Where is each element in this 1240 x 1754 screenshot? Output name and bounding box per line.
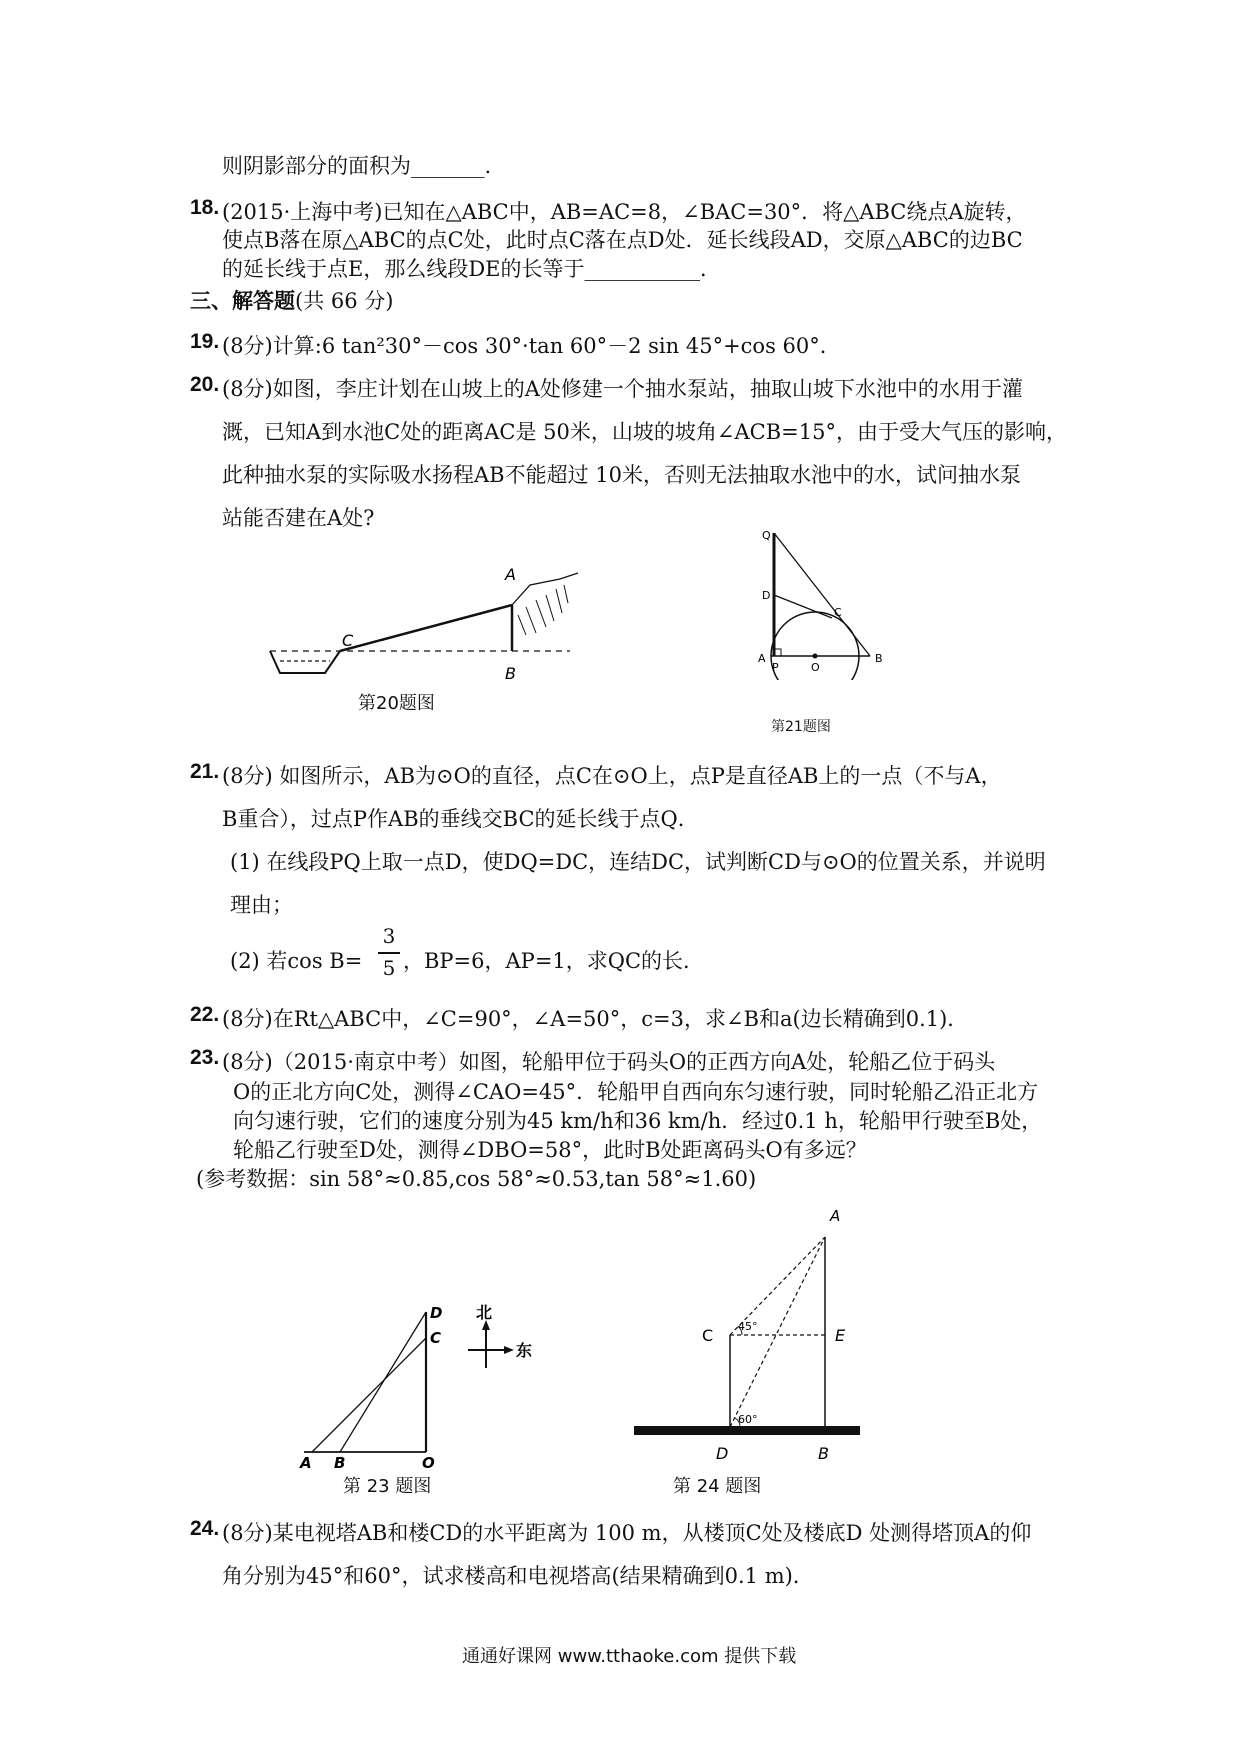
q21-part-1-line-2: 理由；: [230, 893, 293, 917]
q21-part-2-post: ，BP=6，AP=1，求QC的长．: [403, 949, 705, 973]
label-E: E: [835, 1326, 846, 1345]
q21-part-1-line-1: (1) 在线段PQ上取一点D，使DQ=DC，连结DC，试判断CD与⊙O的位置关系，并说明: [230, 850, 1046, 874]
q24-line-2: 角分别为45°和60°，试求楼高和电视塔高(结果精确到0.1 m)．: [222, 1564, 814, 1588]
q20-line-1: (8分)如图，李庄计划在山坡上的A处修建一个抽水泵站，抽取山坡下水池中的水用于灌: [222, 377, 1023, 401]
label-C: C: [702, 1326, 714, 1345]
label-C: C: [834, 606, 842, 619]
section-title: 三、解答题: [190, 289, 295, 313]
question-number-19: 19.: [190, 330, 220, 353]
slope-line-ac: [340, 605, 512, 651]
label-C: C: [430, 1329, 442, 1347]
line-qb: [774, 533, 870, 656]
figure-24-caption: 第 24 题图: [673, 1476, 762, 1497]
label-east: 东: [516, 1341, 533, 1360]
q23-line-2: O的正北方向C处，测得∠CAO=45°．轮船甲自西向东匀速行驶，同时轮船乙沿正北方: [233, 1080, 1039, 1104]
question-number-18: 18.: [190, 196, 220, 219]
label-Q: Q: [762, 529, 771, 542]
question-number-23: 23.: [190, 1046, 220, 1069]
q18-line-2: 使点B落在原△ABC的点C处，此时点C落在点D处．延长线段AD，交原△ABC的边BC: [222, 228, 1023, 252]
label-B: B: [875, 652, 883, 665]
label-D: D: [762, 589, 771, 602]
q20-line-3: 此种抽水泵的实际吸水扬程AB不能超过 10米，否则无法抽取水池中的水，试问抽水泵: [222, 463, 1021, 487]
segment-dc: [774, 595, 832, 618]
section-3-heading: [190, 285, 393, 315]
section-score: (共 66 分): [295, 289, 394, 313]
prev-question-tail: 则阴影部分的面积为_______.: [222, 154, 492, 178]
fraction-denominator: 5: [382, 956, 396, 980]
label-B: B: [818, 1444, 829, 1463]
label-C: C: [342, 631, 354, 650]
compass-east-arrow: [504, 1346, 514, 1354]
q23-line-4: 轮船乙行驶至D处，测得∠DBO=58°，此时B处距离码头O有多远？: [233, 1138, 867, 1162]
q18-line-3: 的延长线于点E，那么线段DE的长等于___________．: [222, 257, 721, 281]
line-bd: [340, 1312, 426, 1452]
figure-23-caption: 第 23 题图: [343, 1476, 432, 1497]
label-A: A: [830, 1207, 841, 1225]
q22-text: (8分)在Rt△ABC中，∠C=90°，∠A=50°，c=3，求∠B和a(边长精确到0.1)．: [222, 1007, 969, 1031]
q19-text: (8分)计算:6 tan²30°－cos 30°·tan 60°－2 sin 45°+cos 60°．: [222, 334, 841, 358]
q24-line-1: (8分)某电视塔AB和楼CD的水平距离为 100 m，从楼顶C处及楼底D 处测得塔顶A的仰: [222, 1521, 1032, 1545]
figure-21-caption: 第21题图: [771, 719, 831, 735]
label-B: B: [334, 1454, 346, 1470]
label-angle-45: 45°: [738, 1320, 758, 1333]
label-A: A: [505, 565, 516, 584]
fraction-numerator: 3: [382, 924, 396, 948]
question-number-21: 21.: [190, 760, 220, 783]
q21-part-2-pre: (2) 若cos B=: [230, 949, 363, 973]
hill-outline: [512, 573, 578, 605]
label-B: B: [505, 664, 516, 683]
q23-line-1: (8分)（2015·南京中考）如图，轮船甲位于码头O的正西方向A处，轮船乙位于码头: [222, 1050, 996, 1074]
label-D: D: [716, 1444, 729, 1463]
q21-line-2: B重合），过点P作AB的垂线交BC的延长线于点Q．: [222, 807, 699, 831]
label-P: P: [772, 661, 779, 674]
figure-20-caption: 第20题图: [358, 693, 435, 714]
line-ac: [312, 1338, 426, 1452]
label-A: A: [758, 652, 766, 665]
page-footer: 通通好课网 www.tthaoke.com 提供下载: [462, 1646, 797, 1667]
figure-21: [740, 525, 900, 680]
q21-line-1: (8分) 如图所示，AB为⊙O的直径，点C在⊙O上，点P是直径AB上的一点（不与A，: [222, 764, 1002, 788]
question-number-24: 24.: [190, 1517, 220, 1540]
q18-line-1: (2015·上海中考)已知在△ABC中，AB=AC=8，∠BAC=30°．将△ABC绕点A旋转，: [222, 200, 1027, 224]
center-dot: [813, 654, 818, 659]
label-A: A: [300, 1454, 312, 1470]
label-D: D: [430, 1304, 443, 1322]
label-north: 北: [476, 1303, 493, 1322]
q20-line-4: 站能否建在A处?: [222, 506, 375, 530]
q20-line-2: 溉，已知A到水池C处的距离AC是 50米，山坡的坡角∠ACB=15°，由于受大气压的影响，: [222, 420, 1067, 444]
label-O: O: [811, 661, 820, 674]
fraction-bar: [378, 952, 400, 954]
q23-line-3: 向匀速行驶，它们的速度分别为45 km/h和36 km/h．经过0.1 h，轮船甲行驶至B处，: [233, 1109, 1043, 1133]
label-angle-60: 60°: [738, 1413, 758, 1426]
figure-23: [298, 1300, 558, 1470]
ground-bar: [634, 1426, 860, 1435]
question-number-20: 20.: [190, 373, 220, 396]
question-number-22: 22.: [190, 1003, 220, 1026]
hill-hatching: [518, 585, 568, 635]
q23-reference-data: (参考数据：sin 58°≈0.85,cos 58°≈0.53,tan 58°≈1.60): [196, 1167, 757, 1191]
pool-outline: [270, 651, 340, 673]
label-O: O: [422, 1454, 435, 1470]
figure-24: [630, 1205, 870, 1470]
figure-20: [260, 555, 590, 685]
